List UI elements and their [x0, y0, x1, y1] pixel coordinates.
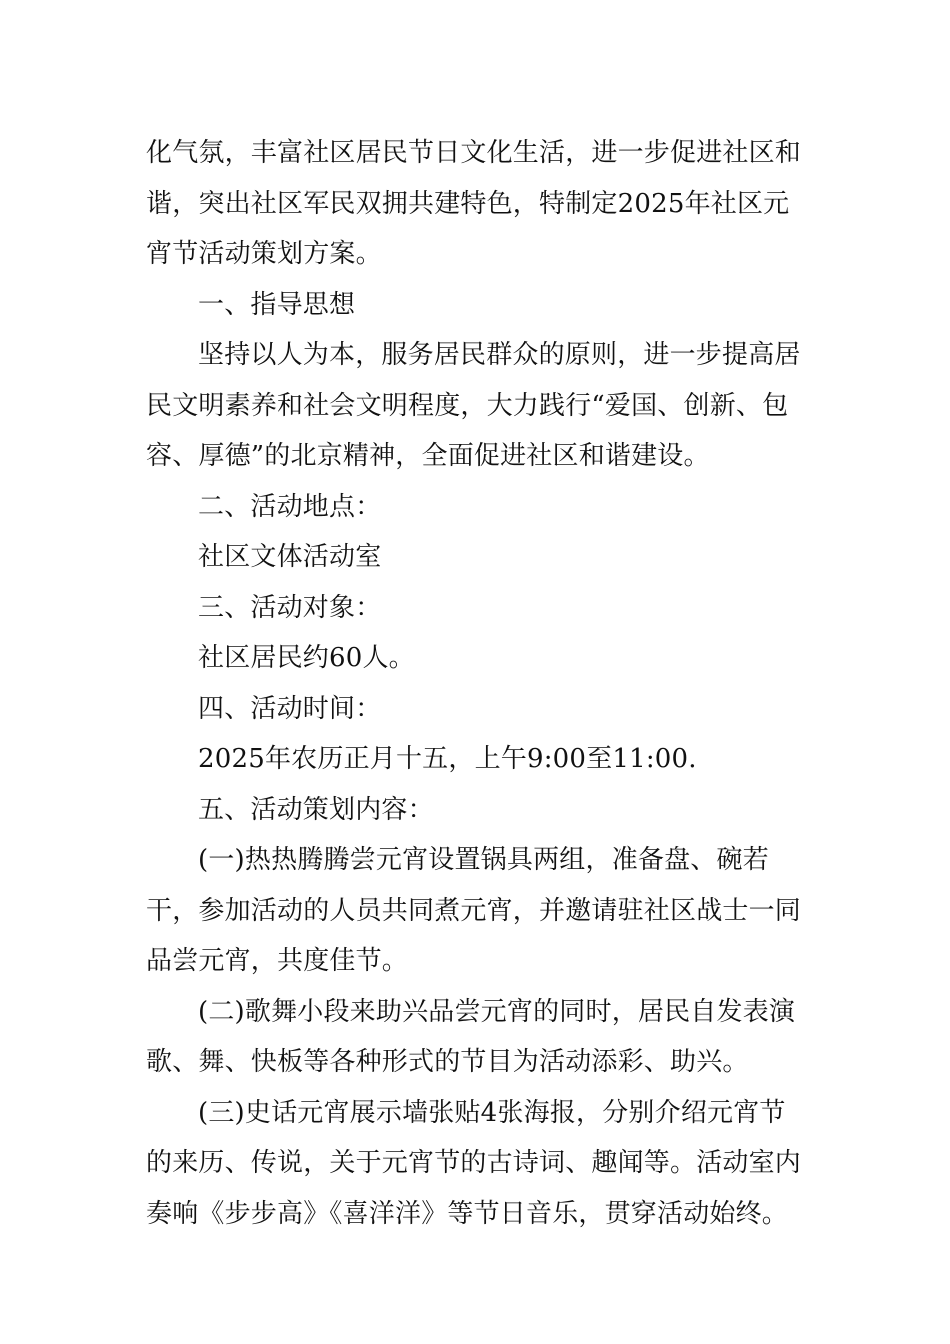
guiding-ideology-paragraph: 坚持以人为本，服务居民群众的原则，进一步提高居民文明素养和社会文明程度，大力践行“爱国、创新、包容、厚德”的北京精神，全面促进社区和谐建设。 — [146, 340, 801, 471]
section-heading-guiding-ideology: 一、指导思想 — [198, 289, 356, 320]
time-paragraph: 2025年农历正月十五，上午9:00至11:00. — [198, 744, 697, 774]
section-heading-time: 四、活动时间： — [198, 693, 382, 724]
content-item-2: (二)歌舞小段来助兴品尝元宵的同时，居民自发表演歌、舞、快板等各种形式的节目为活动添彩、助兴。 — [146, 996, 796, 1077]
section-heading-content: 五、活动策划内容： — [198, 794, 434, 825]
location-paragraph: 社区文体活动室 — [198, 542, 382, 572]
document-body — [146, 128, 810, 1239]
audience-paragraph: 社区居民约60人。 — [198, 643, 415, 673]
content-item-1: (一)热热腾腾尝元宵设置锅具两组，准备盘、碗若干，参加活动的人员共同煮元宵，并邀请驻社区战士一同品尝元宵，共度佳节。 — [146, 845, 802, 976]
section-heading-location: 二、活动地点： — [198, 491, 382, 522]
section-heading-audience: 三、活动对象： — [198, 592, 382, 623]
intro-paragraph: 化气氛，丰富社区居民节日文化生活，进一步促进社区和谐，突出社区军民双拥共建特色，特制定2025年社区元宵节活动策划方案。 — [146, 138, 802, 269]
content-item-3: (三)史话元宵展示墙张贴4张海报，分别介绍元宵节的来历、传说，关于元宵节的古诗词、趣闻等。活动室内奏响《步步高》《喜洋洋》等节日音乐，贯穿活动始终。 — [146, 1097, 802, 1229]
